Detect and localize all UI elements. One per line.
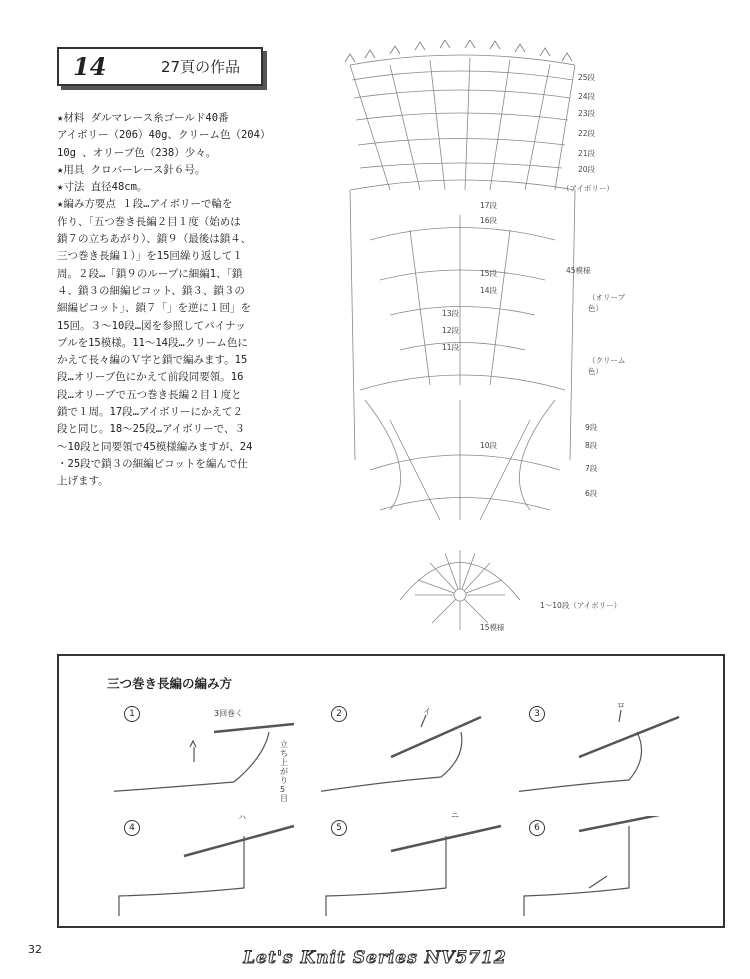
inner-row-mark: 16段 [480, 216, 498, 225]
color-label-ivory: （アイボリー） [562, 184, 614, 193]
steps-box [57, 654, 725, 928]
footer-series: Let's Knit Series NV5712 [243, 948, 507, 968]
crochet-chart [330, 40, 630, 640]
row-label: 25段 [578, 73, 596, 82]
inner-row-mark: 14段 [480, 286, 498, 295]
row-label: 24段 [578, 92, 596, 101]
step-1 [114, 702, 314, 810]
step-5 [321, 811, 521, 924]
step-4 [114, 813, 314, 924]
inner-row-mark: 10段 [480, 441, 498, 450]
instructions-text: ★材料 ダルマレース糸ゴールド40番 アイボリー（206）40g、クリーム色（204） 10g 、オリーブ色（238）少々。 ★用具 クロバーレース針６号。 ★寸法 直径48cm。 ★編み方要点 １段…アイボリーで輪を 作り、「五つ巻き長編２目１度（始めは 鎖７の立ちあがり）、鎖９（最後は鎖４、 三つ巻き長編１）」を15回繰り返して１ 周。２段…「鎖９のループに細編1、「鎖 ４、鎖３の細編ピコット、鎖３、鎖３の 細編ピコット」、鎖７「」を逆に１回」を 15回。３～10段…図を参照してパイナッ プルを15模様。11～14段…クリーム色に かえて長々編のＶ字と鎖で編みます。15 段…オリーブ色にかえて前段同要領。16 段…オリーブで五つ巻き長編２目１度と 鎖で１周。17段…アイボリーにかえて２ 段と同じ。18～25段…アイボリーで、３ ～10段と同要領で45模様編みますが、24 ・25段で鎖３の細編ピコットを編んで仕 上げます。 [57, 112, 271, 488]
repeat-label-45: 45模様 [566, 266, 591, 275]
inner-row-mark: 15段 [480, 269, 498, 278]
step-number: 2 [331, 706, 347, 722]
step-number: 1 [124, 706, 140, 722]
hook-illustration [519, 816, 719, 924]
hook-illustration [114, 816, 314, 924]
row-label: 8段 [585, 441, 598, 450]
pattern-title: 27頁の作品 [161, 58, 241, 76]
step-2 [321, 702, 521, 810]
row-label: 6段 [585, 489, 598, 498]
color-label-olive: （オリーブ色） [588, 293, 626, 313]
step-label: イ [423, 707, 431, 716]
color-label-cream: （クリーム色） [588, 356, 626, 376]
step-label: ニ [451, 811, 459, 820]
inner-row-mark: 11段 [442, 343, 460, 352]
step-label: ロ [617, 701, 625, 710]
row-label: 7段 [585, 464, 598, 473]
inner-row-mark: 17段 [480, 201, 498, 210]
color-label-rows1-10: 1〜10段（アイボリー） [540, 601, 622, 610]
steps-title: 三つ巻き長編の編み方 [107, 676, 233, 691]
hook-illustration [519, 702, 719, 810]
step-number: 4 [124, 820, 140, 836]
step-label: ハ [238, 813, 246, 822]
inner-row-mark: 13段 [442, 309, 460, 318]
step-label: 立ち上がり5目 [280, 740, 288, 803]
step-3 [519, 702, 719, 810]
hook-illustration [321, 816, 521, 924]
step-label: 3回巻く [214, 709, 244, 718]
inner-row-mark: 12段 [442, 326, 460, 335]
page-number: 32 [28, 943, 42, 956]
title-box [57, 47, 263, 86]
step-number: 5 [331, 820, 347, 836]
row-label: 23段 [578, 109, 596, 118]
repeat-label-15: 15模様 [480, 623, 505, 632]
row-label: 9段 [585, 423, 598, 432]
step-number: 6 [529, 820, 545, 836]
row-label: 22段 [578, 129, 596, 138]
row-label: 21段 [578, 149, 596, 158]
step-6 [519, 816, 719, 924]
pattern-number: 14 [73, 52, 107, 81]
step-number: 3 [529, 706, 545, 722]
hook-illustration [321, 702, 521, 810]
row-label: 20段 [578, 165, 596, 174]
